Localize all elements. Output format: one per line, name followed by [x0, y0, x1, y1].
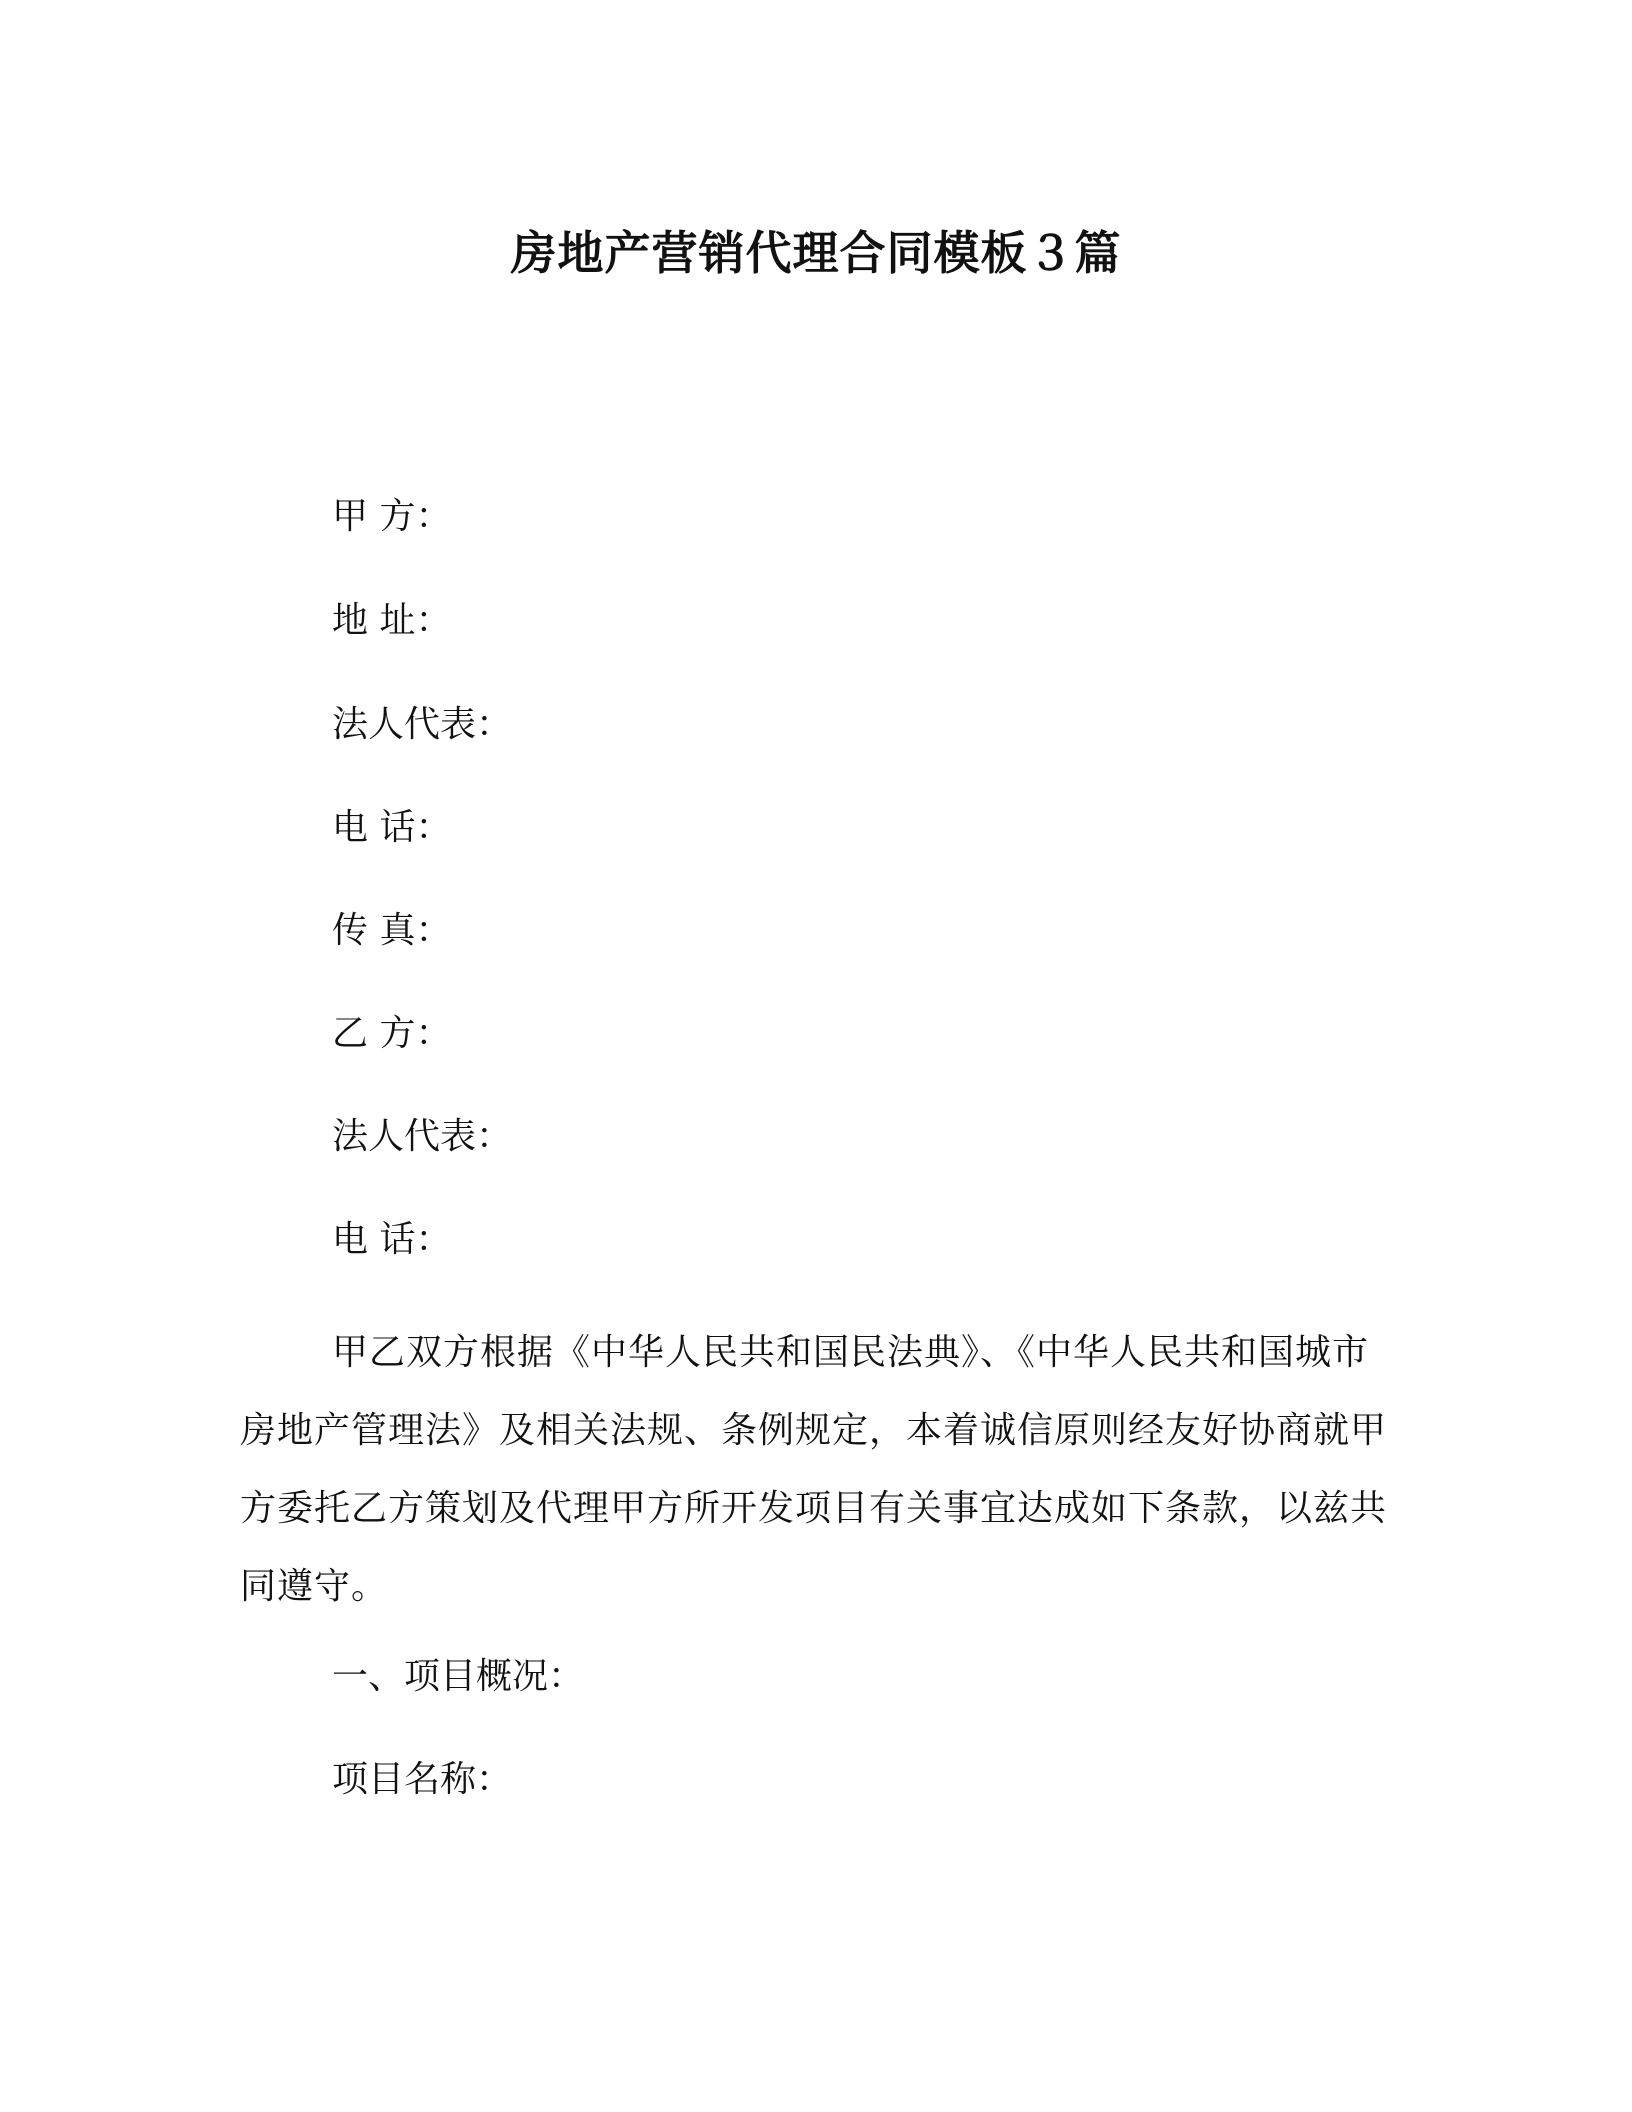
- party-a-phone-label: 电 话：: [332, 807, 452, 848]
- party-a-label: 甲 方：: [332, 496, 452, 537]
- address-label: 地 址：: [332, 600, 452, 641]
- party-b-phone-label: 电 话：: [332, 1219, 452, 1260]
- document-title: 房地产营销代理合同模板３篇: [510, 226, 1122, 280]
- party-a-legal-rep-label: 法人代表：: [332, 704, 513, 745]
- fax-label: 传 真：: [332, 910, 452, 951]
- party-b-label: 乙 方：: [332, 1013, 452, 1054]
- party-b-legal-rep-label: 法人代表：: [332, 1116, 513, 1157]
- section-heading-project-overview: 一、项目概况：: [332, 1656, 585, 1697]
- project-name-label: 项目名称：: [332, 1759, 513, 1800]
- intro-paragraph: 甲乙双方根据《中华人民共和国民法典》、《中华人民共和国城市房地产管理法》及相关法规、条例规定，本着诚信原则经友好协商就甲方委托乙方策划及代理甲方所开发项目有关事宜达成如下条款，以兹共同遵守。: [240, 1332, 1388, 1607]
